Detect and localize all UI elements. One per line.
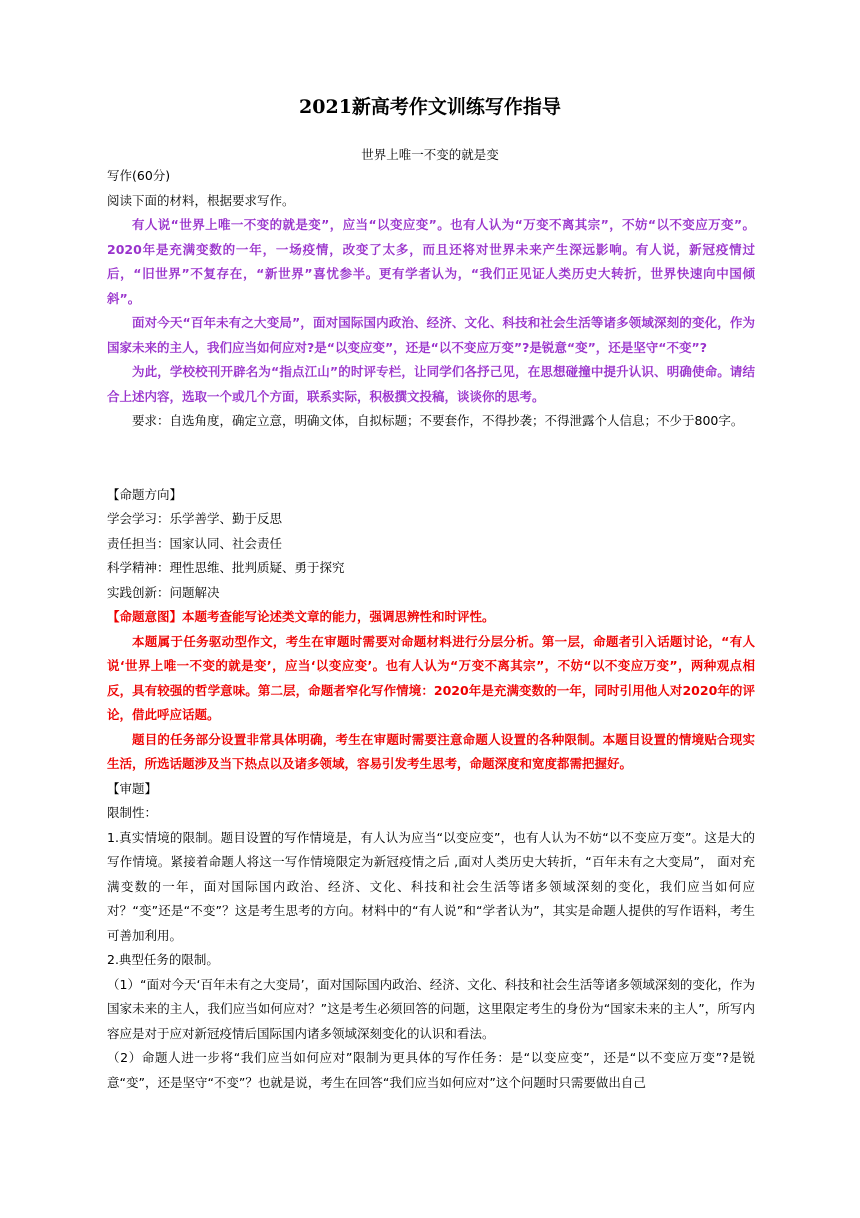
direction-header: 【命题方向】 xyxy=(107,486,183,502)
intent-paragraph-1: 本题属于任务驱动型作文，考生在审题时需要对命题材料进行分层分析。第一层，命题者引入话题讨论，“有人说‘世界上唯一不变的就是变’，应当‘以变应变’。也有人认为“万变不离其宗”，不妨“以不变应万变”，两种观点相反，具有较强的哲学意味。第二层，命题者窄化写作情境：2020年是充满变数的一年，同时引用他人对2020年的评论，借此呼应话题。 xyxy=(107,633,755,722)
direction-item: 科学精神：理性思维、批判质疑、勇于探究 xyxy=(107,560,345,575)
material-paragraph-3: 为此，学校校刊开辟名为“指点江山”的时评专栏，让同学们各抒己见，在思想碰撞中提升认识、明确使命。请结合上述内容，选取一个或几个方面，联系实际，积极撰文投稿，谈谈你的思考。 xyxy=(107,364,755,404)
material-paragraph-1: 有人说“世界上唯一不变的就是变”，应当“以变应变”。也有人认为“万变不离其宗”，不妨“以不变应万变”。2020年是充满变数的一年，一场疫情，改变了太多，而且还将对世界未来产生深远影响。有人说，新冠疫情过后，“旧世界”不复存在，“新世界”喜忧参半。更有学者认为，“我们正见证人类历史大转折，世界快速向中国倾斜”。 xyxy=(107,217,755,306)
limit-item-2: 2.典型任务的限制。 xyxy=(107,952,219,967)
write-header: 写作(60分) xyxy=(107,168,171,183)
section-gap xyxy=(107,434,755,483)
direction-item: 学会学习：乐学善学、勤于反思 xyxy=(107,511,283,526)
limit-item-1: 1.真实情境的限制。题目设置的写作情境是，有人认为应当“以变应变”，也有人认为不妨“以不变应万变”。这是大的写作情境。紧接着命题人将这一写作情境限定为新冠疫情之后 ,面对人类历史大转折，“百年未有之大变局”， 面对充满变数的一年，面对国际国内政治、经济、文化、科技和社会生活等诸多领域深刻的变化，我们应当如何应对？“变”还是“不变”？这是考生思考的方向。材料中的“有人说”和“学者认为”，其实是命题人提供的写作语料，考生可善加利用。 xyxy=(107,829,755,943)
direction-item: 责任担当：国家认同、社会责任 xyxy=(107,535,283,551)
limit-item-2-1: （1）“面对今天‘百年未有之大变局’，面对国际国内政治、经济、文化、科技和社会生活等诸多领域深刻的变化，作为国家未来的主人，我们应当如何应对？”这是考生必须回答的问题，这里限定考生的身份为“国家未来的主人”，所写内容应是对于应对新冠疫情后国际国内诸多领域深刻变化的认识和看法。 xyxy=(107,976,755,1041)
review-header: 【审题】 xyxy=(107,780,158,796)
limit-item-2-2: （2）命题人进一步将“我们应当如何应对”限制为更具体的写作任务：是“以变应变”，还是“以不变应万变”?是锐意“变”，还是坚守“不变”？也就是说，考生在回答“我们应当如何应对”这个问题时只需要做出自己 xyxy=(107,1050,755,1090)
material-paragraph-2: 面对今天“百年未有之大变局”，面对国际国内政治、经济、文化、科技和社会生活等诸多领域深刻的变化，作为国家未来的主人，我们应当如何应对?是“以变应变”，还是“以不变应万变”?是锐意“变”，还是坚守“不变”? xyxy=(107,315,755,355)
document-body xyxy=(107,164,755,1095)
requirement: 要求：自选角度，确定立意，明确文体，自拟标题；不要套作，不得抄袭；不得泄露个人信息；不少于800字。 xyxy=(132,413,744,428)
page-subtitle: 世界上唯一不变的就是变 xyxy=(361,147,499,162)
intent-header: 【命题意图】本题考查能写论述类文章的能力，强调思辨性和时评性。 xyxy=(107,609,495,624)
page-title: 2021新高考作文训练写作指导 xyxy=(299,96,561,118)
intent-paragraph-2: 题目的任务部分设置非常具体明确，考生在审题时需要注意命题人设置的各种限制。本题目设置的情境贴合现实生活，所选话题涉及当下热点以及诸多领域，容易引发考生思考，命题深度和宽度都需把握好。 xyxy=(107,731,755,771)
limit-header: 限制性： xyxy=(107,805,158,820)
direction-item: 实践创新：问题解决 xyxy=(107,584,220,600)
instruction: 阅读下面的材料，根据要求写作。 xyxy=(107,192,295,208)
